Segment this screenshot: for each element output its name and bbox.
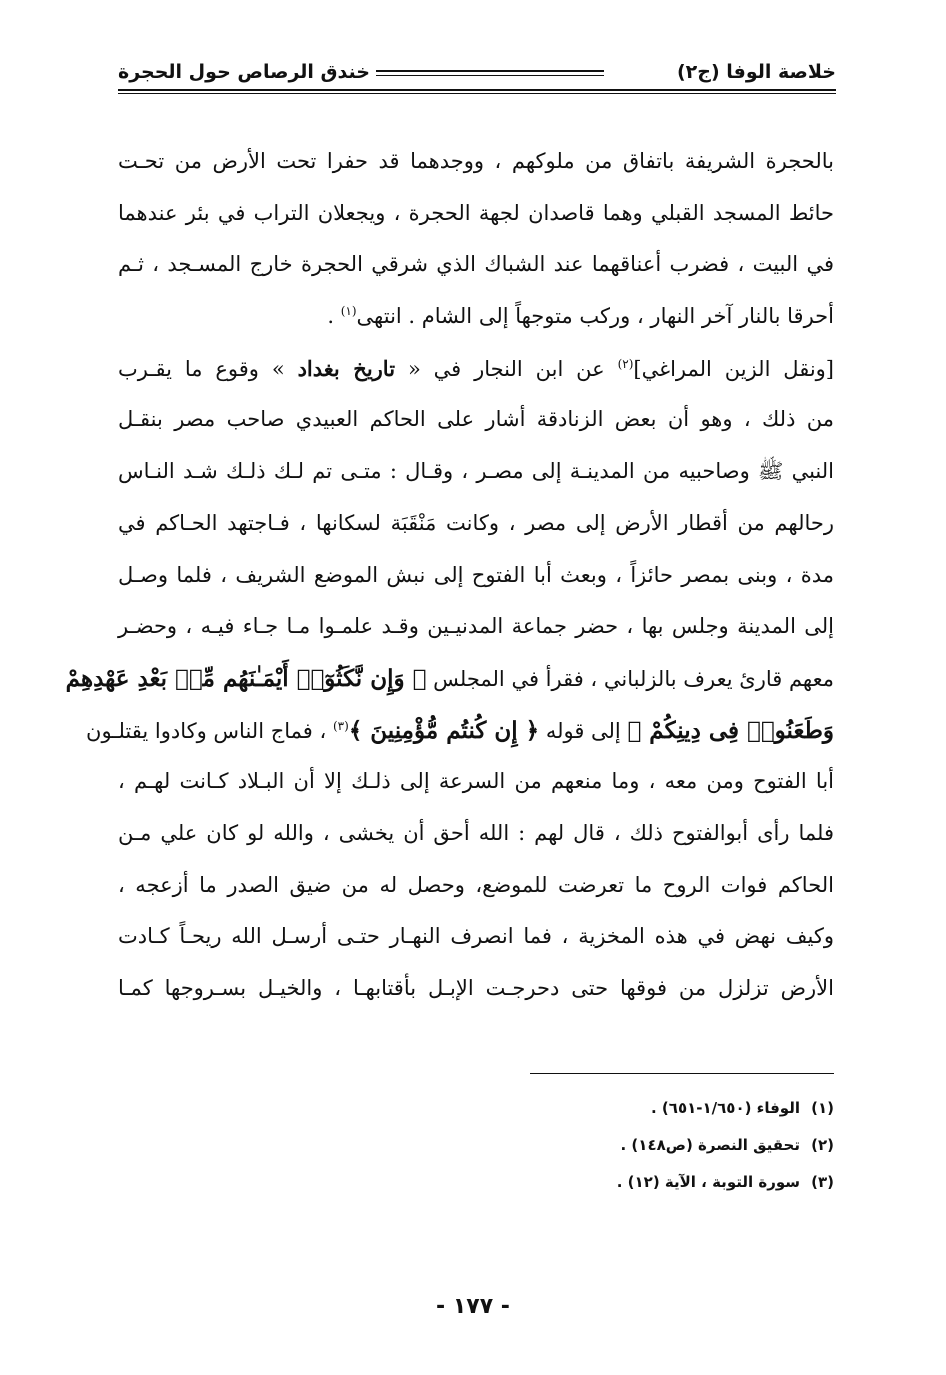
footnote-number: (٢) <box>811 1136 834 1154</box>
footnote-separator <box>530 1073 834 1074</box>
text-line <box>118 291 834 343</box>
text-segment: ، فماج الناس وكادوا يقتلـون <box>86 718 327 743</box>
footnote-item <box>334 1090 834 1127</box>
quran-verse: وَطَعَنُوا۟ فِى دِينِكُمْ ﴾ <box>627 716 834 744</box>
header-chapter-title: خندق الرصاص حول الحجرة <box>118 61 370 83</box>
text-line: الأرض تزلزل من فوقها حتى دحرجـت الإبـل بأقتابهـا ، والخيـل بسـروجها كمـا <box>118 976 834 1000</box>
text-segment: [ونقل الزين المراغي] <box>633 356 834 381</box>
footnote-text: تحقيق النصرة (ص١٤٨) . <box>620 1136 800 1154</box>
text-line: النبي ﷺ وصاحبيه من المدينـة إلى مصـر ، وقـال : متـى تم لـك ذلـك شـد النـاس <box>118 459 834 484</box>
text-line: وكيف نهض في هذه المخزية ، فما انصرف النهـار حتـى أرسـل الله ريحـاً كـادت <box>118 924 834 949</box>
text-line: حائط المسجد القبلي وهما قاصدان لجهة الحجرة ، ويجعلان التراب في بئر عندهما <box>118 200 834 225</box>
text-segment: » وقوع ما يقـرب <box>118 356 285 381</box>
header-rule <box>118 89 836 94</box>
quran-verse: ﴿ إِن كُنتُم مُّؤْمِنِينَ ﴾ <box>348 716 540 744</box>
page-number: - ١٧٧ - <box>436 1294 510 1319</box>
text-line: الحاكم فوات الروح ما تعرضت للموضع، وحصل له من ضيق الصدر ما أزعجه ، <box>118 872 834 897</box>
text-line: إلى المدينة وجلس بها ، حضر جماعة المدنيـين وقـد علمـوا مـا جـاء فيـه ، وحضـر <box>118 614 834 639</box>
footnote-text: الوفاء (١/٦٥٠-٦٥١) . <box>651 1099 800 1117</box>
body-text <box>65 136 834 1015</box>
book-title-bold: تاريخ بغداد <box>297 355 396 381</box>
footnote-ref: (١) <box>340 304 357 319</box>
text-line <box>65 653 834 705</box>
quran-verse: ﴿ وَإِن نَّكَثُوٓا۟ أَيْمَـٰنَهُم مِّنۢ بَعْدِ عَهْدِهِمْ <box>65 664 427 692</box>
footnote-number: (٣) <box>811 1173 834 1191</box>
footnote-ref: (٣) <box>332 718 349 733</box>
footnote-text: سورة التوبة ، الآية (١٢) . <box>616 1173 800 1191</box>
text-segment: أحرقا بالنار آخر النهار ، وركب متوجهاً إلى الشام . انتهى <box>356 304 834 329</box>
text-line: أبا الفتوح ومن معه ، وما منعهم من السرعة إلى ذلـك إلا أن البـلاد كـانت لهـم ، <box>118 769 834 794</box>
text-line: رحالهم من أقطار الأرض إلى مصر ، وكانت مَنْقَبَة لسكانها ، فـاجتهد الحـاكم في <box>118 510 834 535</box>
text-line: مدة ، وبنى بمصر حائزاً ، وبعث أبا الفتوح إلى نبش الموضع الشريف ، فلما وصـل <box>118 562 834 587</box>
text-line <box>86 705 834 757</box>
text-line: من ذلك ، وهو أن بعض الزنادقة أشار على الحاكم العبيدي صاحب مصر بنقـل <box>118 407 834 432</box>
footnote-item <box>334 1127 834 1164</box>
text-line <box>118 343 834 395</box>
footnote-ref: (٢) <box>617 356 634 371</box>
header-bar <box>376 70 604 76</box>
footnote-number: (١) <box>811 1099 834 1117</box>
text-segment: إلى قوله <box>545 718 621 743</box>
text-line: فلما رأى أبوالفتوح ذلك ، قال لهم : الله أحق أن يخشى ، والله لو كان علي مـن <box>118 820 834 845</box>
text-line: في البيت ، فضرب أعناقهما عند الشباك الذي شرقي الحجرة خارج المسـجد ، ثـم <box>118 252 834 277</box>
footnotes <box>334 1090 834 1201</box>
text-segment: . <box>327 304 341 329</box>
footnote-item <box>334 1164 834 1201</box>
text-segment: عن ابن النجار في « <box>407 356 605 381</box>
text-segment: معهم قارئ يعرف بالزلباني ، فقرأ في المجلس <box>433 666 834 691</box>
text-line: بالحجرة الشريفة باتفاق من ملوكهم ، ووجدهما قد حفرا تحت الأرض من تحـت <box>118 149 834 173</box>
running-header <box>118 58 836 98</box>
header-book-title: خلاصة الوفا (ج٢) <box>676 61 836 83</box>
